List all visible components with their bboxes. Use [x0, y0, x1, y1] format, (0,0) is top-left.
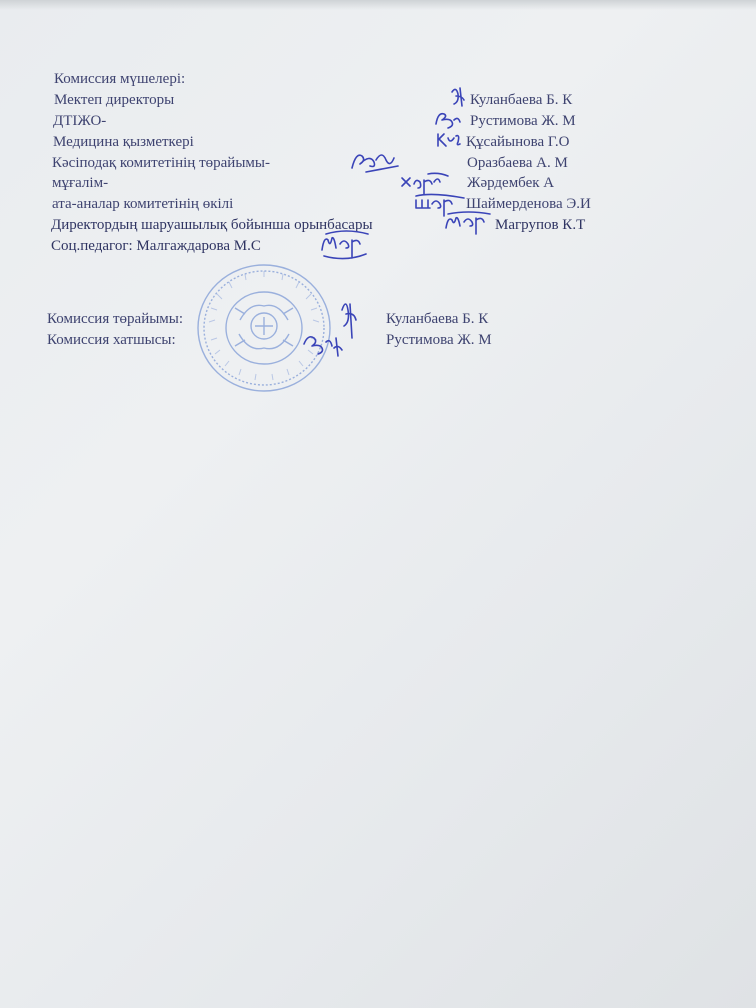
commission-chair-name: Куланбаева Б. К	[386, 311, 489, 327]
signature-icon	[442, 208, 494, 236]
commission-secretary-name: Рустимова Ж. М	[386, 332, 492, 348]
member-name: Оразбаева А. М	[467, 155, 568, 171]
member-role: Соц.педагог: Малгаждарова М.С	[51, 238, 261, 254]
commission-secretary-role: Комиссия хатшысы:	[47, 332, 176, 348]
member-role: ДТІЖО-	[53, 113, 107, 129]
signature-icon	[432, 108, 466, 132]
member-name: Құсайынова Г.О	[466, 134, 570, 150]
member-role: Медицина қызметкері	[53, 134, 194, 150]
member-role: Мектеп директоры	[54, 92, 175, 108]
member-role: Кәсіподақ комитетінің төрайымы-	[52, 155, 270, 171]
member-name: Рустимова Ж. М	[470, 113, 576, 129]
signature-icon	[434, 130, 466, 152]
member-role: ата-аналар комитетінің өкілі	[52, 196, 234, 212]
members-header: Комиссия мүшелері:	[54, 71, 186, 87]
member-role: Директордың шаруашылық бойынша орынбасары	[51, 217, 373, 233]
commission-chair-role: Комиссия төрайымы:	[47, 311, 184, 327]
signature-icon	[446, 84, 470, 110]
official-stamp-icon	[195, 262, 333, 394]
member-role: мұғалім-	[52, 175, 109, 191]
signature-icon	[346, 146, 404, 176]
member-name: Магрупов К.Т	[495, 217, 586, 233]
signature-icon	[412, 190, 470, 218]
signature-icon	[334, 296, 364, 340]
member-name: Куланбаева Б. К	[470, 92, 573, 108]
signature-icon	[398, 170, 452, 198]
member-name: Шаймерденова Э.И	[466, 196, 591, 212]
page-edge-shadow	[0, 0, 756, 10]
member-name: Жәрдембек А	[467, 175, 555, 191]
